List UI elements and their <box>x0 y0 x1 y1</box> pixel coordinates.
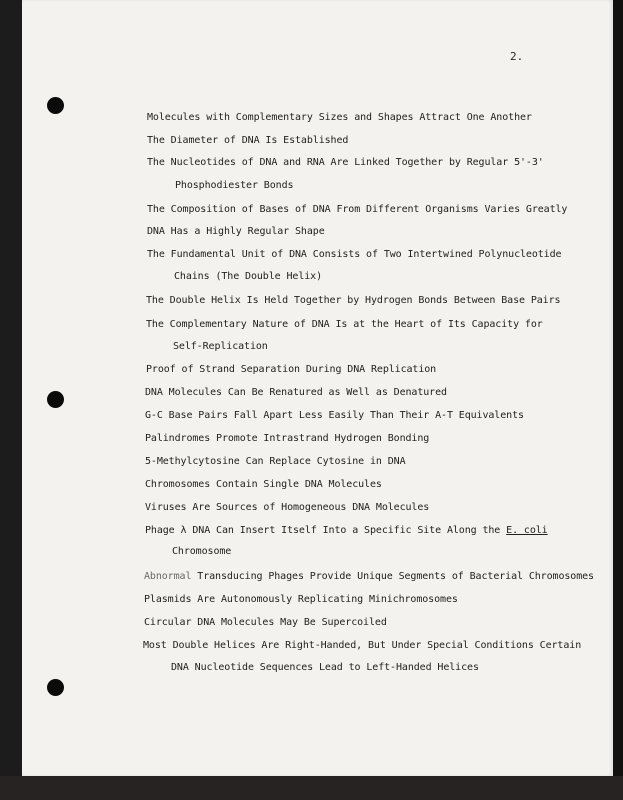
list-item: Molecules with Complementary Sizes and Shapes Attract One Another <box>147 112 532 123</box>
list-item: Viruses Are Sources of Homogeneous DNA Molecules <box>145 502 430 513</box>
list-item-continuation: DNA Nucleotide Sequences Lead to Left-Handed Helices <box>171 662 479 673</box>
list-item: DNA Has a Highly Regular Shape <box>147 226 325 237</box>
list-item: 5-Methylcytosine Can Replace Cytosine in DNA <box>145 456 406 467</box>
list-item: The Diameter of DNA Is Established <box>147 135 349 146</box>
list-item-continuation: Chromosome <box>172 546 232 557</box>
entry-text: Transducing Phages Provide Unique Segments of Bacterial Chromosomes <box>191 571 594 582</box>
page-number: 2. <box>510 50 524 63</box>
list-item: The Composition of Bases of DNA From Different Organisms Varies Greatly <box>147 204 568 215</box>
entry-text: Phage λ DNA Can Insert Itself Into a Specific Site Along the <box>145 525 507 536</box>
list-item: DNA Molecules Can Be Renatured as Well as Denatured <box>145 387 447 398</box>
list-item: The Nucleotides of DNA and RNA Are Linked Together by Regular 5'-3' <box>147 157 544 168</box>
list-item: Plasmids Are Autonomously Replicating Minichromosomes <box>144 594 458 605</box>
underlined-species-name: E. coli <box>506 525 548 536</box>
list-item: Palindromes Promote Intrastrand Hydrogen Bonding <box>145 433 430 444</box>
list-item-continuation: Phosphodiester Bonds <box>175 180 294 191</box>
list-item: Proof of Strand Separation During DNA Replication <box>146 364 437 375</box>
entry-first-word: Abnormal <box>144 571 192 582</box>
scanner-edge-bottom <box>0 776 623 800</box>
list-item-continuation: Chains (The Double Helix) <box>174 271 323 282</box>
list-item-continuation: Self-Replication <box>173 341 268 352</box>
list-item: G-C Base Pairs Fall Apart Less Easily Than Their A-T Equivalents <box>145 410 524 421</box>
list-item: The Fundamental Unit of DNA Consists of Two Intertwined Polynucleotide <box>147 249 562 260</box>
list-item: Most Double Helices Are Right-Handed, But Under Special Conditions Certain <box>143 640 582 651</box>
list-item: The Double Helix Is Held Together by Hydrogen Bonds Between Base Pairs <box>146 295 561 306</box>
list-item <box>145 525 548 536</box>
list-item <box>144 571 594 582</box>
list-item: The Complementary Nature of DNA Is at the Heart of Its Capacity for <box>146 319 543 330</box>
list-item: Chromosomes Contain Single DNA Molecules <box>145 479 382 490</box>
list-item: Circular DNA Molecules May Be Supercoiled <box>144 617 387 628</box>
